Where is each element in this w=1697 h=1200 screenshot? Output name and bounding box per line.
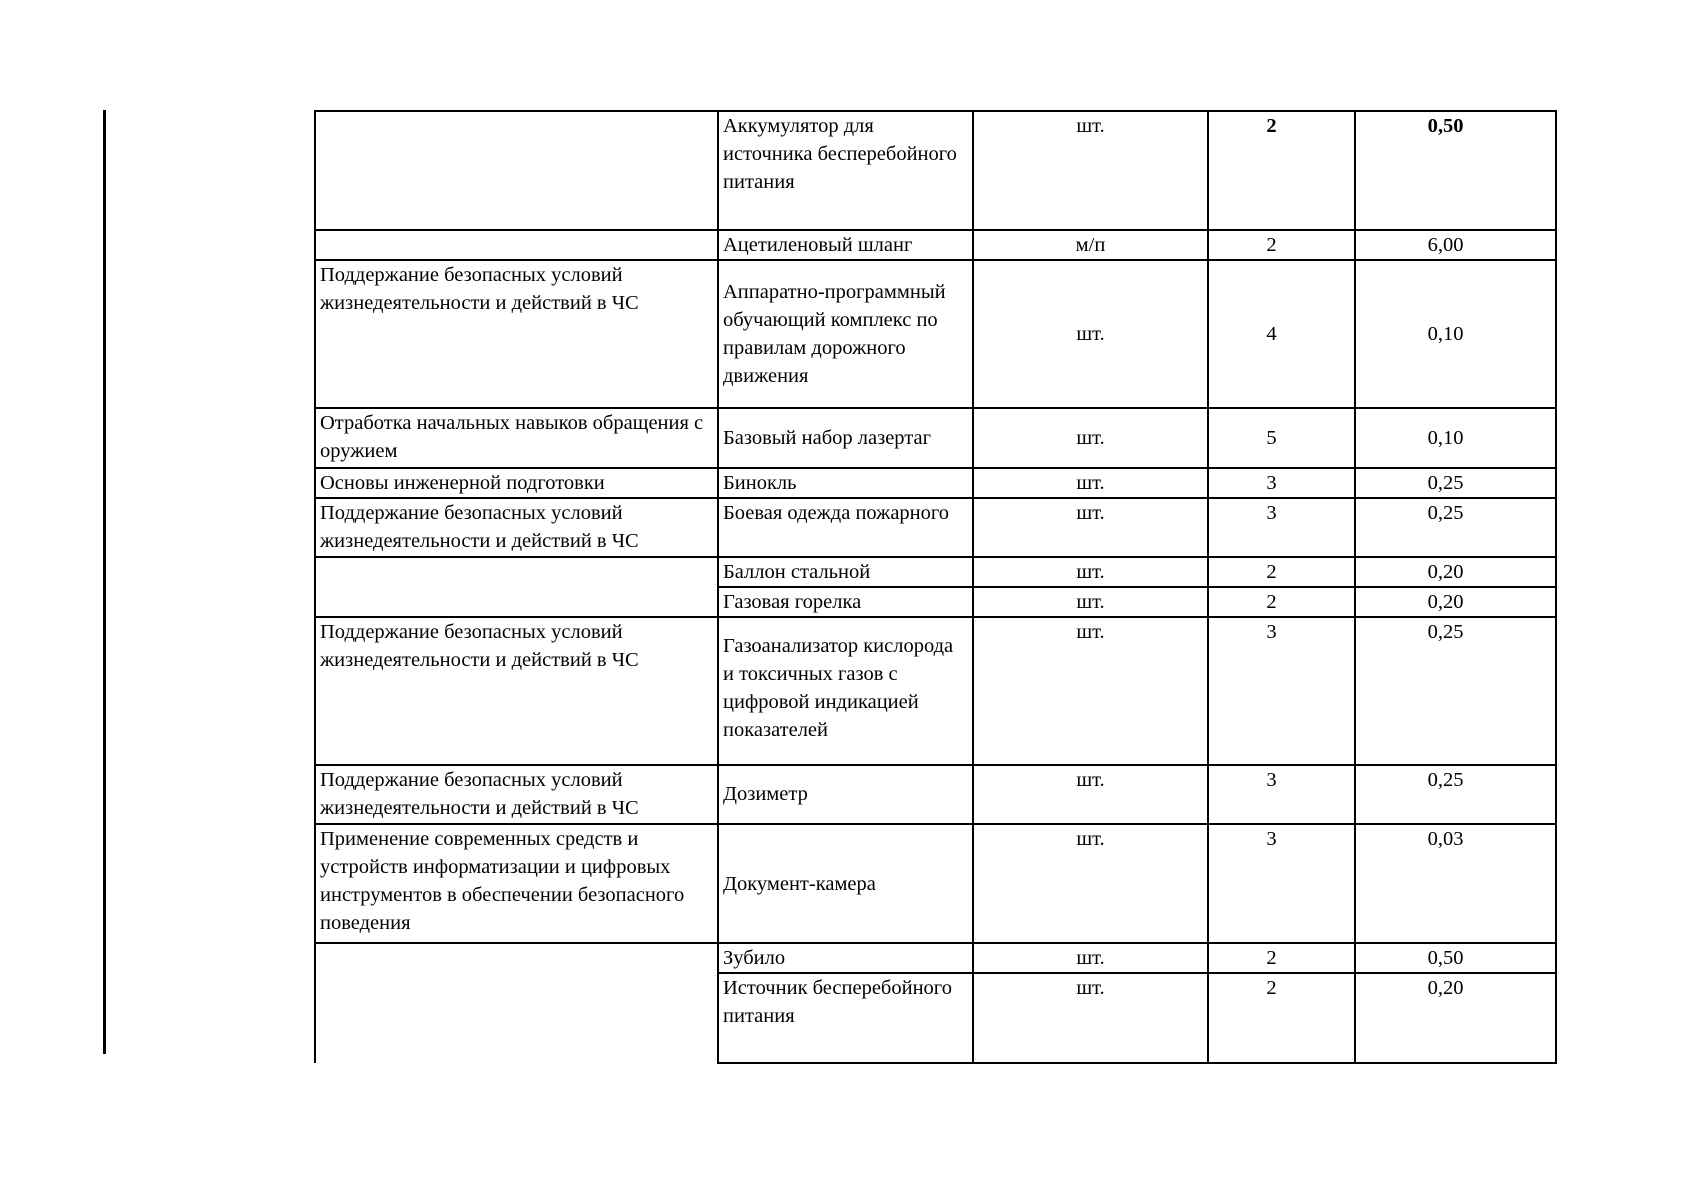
item-cell: Базовый набор лазертаг xyxy=(718,408,973,468)
coefficient-cell: 0,25 xyxy=(1355,617,1556,765)
coefficient-cell: 0,20 xyxy=(1355,973,1556,1063)
page-margin-line xyxy=(103,110,106,1054)
table-row xyxy=(315,498,1556,557)
quantity-cell: 2 xyxy=(1208,587,1355,617)
quantity-cell: 3 xyxy=(1208,765,1355,824)
unit-cell: шт. xyxy=(973,557,1208,587)
topic-cell: Применение современных средств и устройств информатизации и цифровых инструментов в обеспечении безопасного поведения xyxy=(315,824,718,943)
table-row xyxy=(315,408,1556,468)
quantity-cell: 2 xyxy=(1208,111,1355,230)
table-row xyxy=(315,824,1556,943)
item-cell: Газовая горелка xyxy=(718,587,973,617)
unit-cell: шт. xyxy=(973,408,1208,468)
quantity-cell: 3 xyxy=(1208,498,1355,557)
item-cell: Аккумулятор для источника бесперебойного питания xyxy=(718,111,973,230)
unit-cell: шт. xyxy=(973,617,1208,765)
table-row xyxy=(315,943,1556,973)
table-row xyxy=(315,230,1556,260)
unit-cell: шт. xyxy=(973,973,1208,1063)
quantity-cell: 5 xyxy=(1208,408,1355,468)
topic-cell: Поддержание безопасных условий жизнедеятельности и действий в ЧС xyxy=(315,498,718,557)
topic-cell: Поддержание безопасных условий жизнедеятельности и действий в ЧС xyxy=(315,765,718,824)
quantity-cell: 2 xyxy=(1208,557,1355,587)
quantity-cell: 2 xyxy=(1208,943,1355,973)
quantity-cell: 4 xyxy=(1208,260,1355,408)
quantity-cell: 3 xyxy=(1208,824,1355,943)
coefficient-cell: 0,03 xyxy=(1355,824,1556,943)
unit-cell: шт. xyxy=(973,468,1208,498)
quantity-cell: 3 xyxy=(1208,617,1355,765)
coefficient-cell: 0,25 xyxy=(1355,765,1556,824)
quantity-cell: 2 xyxy=(1208,230,1355,260)
unit-cell: шт. xyxy=(973,111,1208,230)
topic-cell: Поддержание безопасных условий жизнедеятельности и действий в ЧС xyxy=(315,260,718,408)
quantity-cell: 2 xyxy=(1208,973,1355,1063)
item-cell: Ацетиленовый шланг xyxy=(718,230,973,260)
topic-cell: Основы инженерной подготовки xyxy=(315,468,718,498)
unit-cell: шт. xyxy=(973,943,1208,973)
table-row xyxy=(315,468,1556,498)
table-row xyxy=(315,260,1556,408)
coefficient-cell: 0,50 xyxy=(1355,111,1556,230)
coefficient-cell: 0,25 xyxy=(1355,468,1556,498)
topic-cell xyxy=(315,943,718,1063)
table-row xyxy=(315,765,1556,824)
topic-cell: Поддержание безопасных условий жизнедеятельности и действий в ЧС xyxy=(315,617,718,765)
unit-cell: шт. xyxy=(973,498,1208,557)
table-row xyxy=(315,111,1556,230)
unit-cell: шт. xyxy=(973,824,1208,943)
unit-cell: шт. xyxy=(973,587,1208,617)
coefficient-cell: 0,10 xyxy=(1355,408,1556,468)
topic-cell xyxy=(315,230,718,260)
item-cell: Зубило xyxy=(718,943,973,973)
unit-cell: шт. xyxy=(973,765,1208,824)
table-row xyxy=(315,557,1556,587)
item-cell: Газоанализатор кислорода и токсичных газов с цифровой индикацией показателей xyxy=(718,617,973,765)
item-cell: Бинокль xyxy=(718,468,973,498)
item-cell: Аппаратно-программный обучающий комплекс по правилам дорожного движения xyxy=(718,260,973,408)
item-cell: Дозиметр xyxy=(718,765,973,824)
unit-cell: шт. xyxy=(973,260,1208,408)
equipment-table xyxy=(314,110,1557,1064)
coefficient-cell: 6,00 xyxy=(1355,230,1556,260)
topic-cell: Отработка начальных навыков обращения с оружием xyxy=(315,408,718,468)
item-cell: Баллон стальной xyxy=(718,557,973,587)
table-row xyxy=(315,617,1556,765)
topic-cell xyxy=(315,557,718,617)
item-cell: Боевая одежда пожарного xyxy=(718,498,973,557)
coefficient-cell: 0,50 xyxy=(1355,943,1556,973)
coefficient-cell: 0,20 xyxy=(1355,557,1556,587)
coefficient-cell: 0,10 xyxy=(1355,260,1556,408)
quantity-cell: 3 xyxy=(1208,468,1355,498)
coefficient-cell: 0,25 xyxy=(1355,498,1556,557)
coefficient-cell: 0,20 xyxy=(1355,587,1556,617)
topic-cell xyxy=(315,111,718,230)
unit-cell: м/п xyxy=(973,230,1208,260)
item-cell: Документ-камера xyxy=(718,824,973,943)
item-cell: Источник бесперебойного питания xyxy=(718,973,973,1063)
